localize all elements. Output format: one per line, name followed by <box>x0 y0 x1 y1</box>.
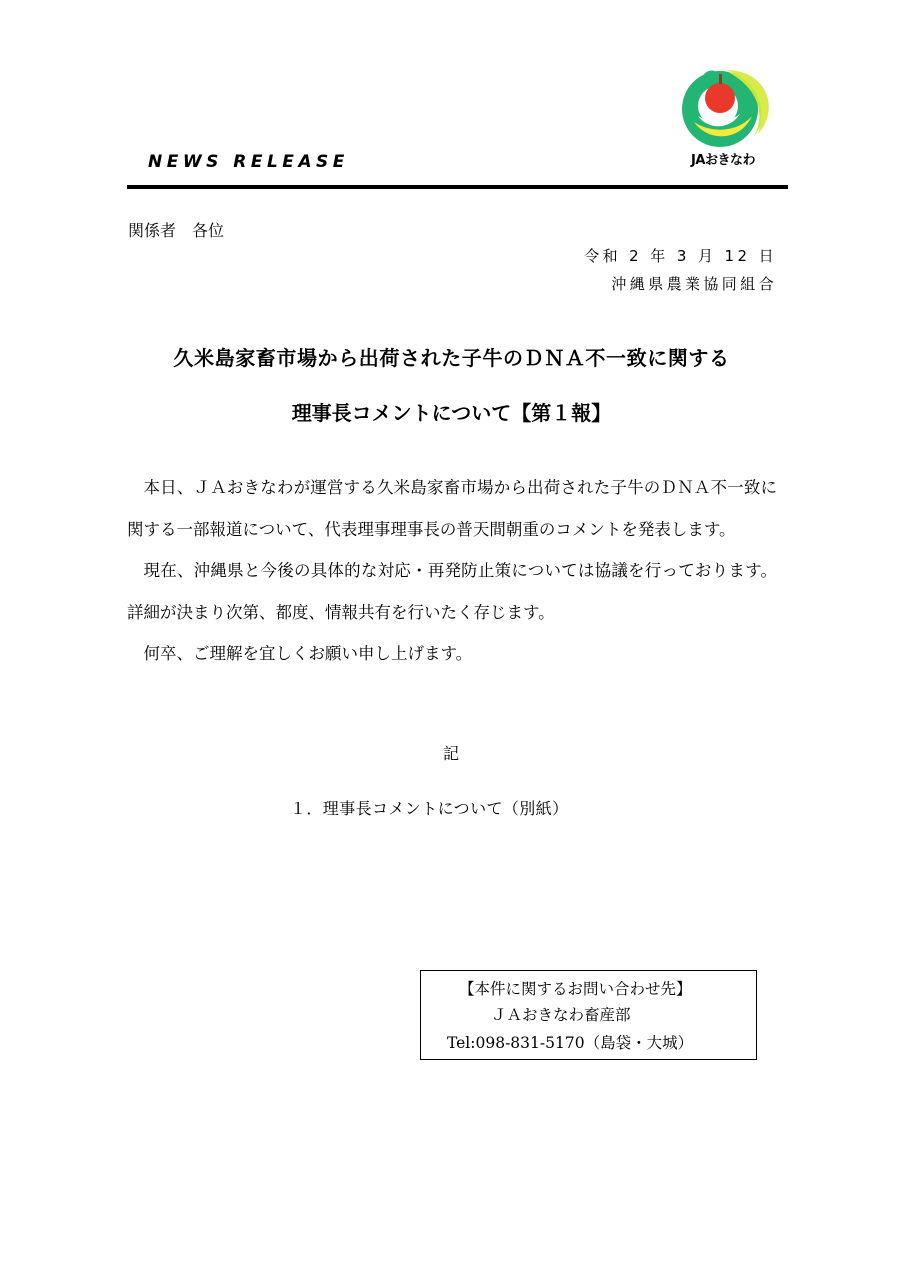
news-release-heading: NEWS RELEASE <box>148 152 349 172</box>
addressee: 関係者 各位 <box>128 221 225 240</box>
organization-name: 沖縄県農業協同組合 <box>611 275 777 293</box>
header-divider <box>127 185 788 189</box>
ki-marker: 記 <box>443 744 460 763</box>
attachment-item: １．理事長コメントについて（別紙） <box>290 799 569 818</box>
ja-logo-icon <box>668 64 778 154</box>
paragraph: 何卒、ご理解を宜しくお願い申し上げます。 <box>143 644 473 663</box>
contact-tel: Tel:098-831-5170（島袋・大城） <box>447 1034 694 1052</box>
document-title-line-2: 理事長コメントについて【第１報】 <box>291 401 612 425</box>
paragraph: 現在、沖縄県と今後の具体的な対応・再発防止策については協議を行っております。詳細が決まり次第、都度、情報共有を行いたく存じます。 <box>127 561 777 622</box>
contact-department: ＪＡおきなわ畜産部 <box>491 1006 631 1024</box>
logo-text: JAおきなわ <box>691 153 755 168</box>
paragraph: 本日、ＪＡおきなわが運営する久米島家畜市場から出荷された子牛のＤＮＡ不一致に関する一部報道について、代表理事理事長の普天間朝重のコメントを発表します。 <box>127 478 777 539</box>
issue-date: 令和 2 年 3 月 12 日 <box>584 247 777 265</box>
body-text <box>127 467 777 675</box>
contact-box <box>420 970 757 1060</box>
contact-heading: 【本件に関するお問い合わせ先】 <box>459 980 692 998</box>
document-title-line-1: 久米島家畜市場から出荷された子牛のＤＮＡ不一致に関する <box>173 346 730 370</box>
ja-okinawa-logo <box>668 64 778 168</box>
